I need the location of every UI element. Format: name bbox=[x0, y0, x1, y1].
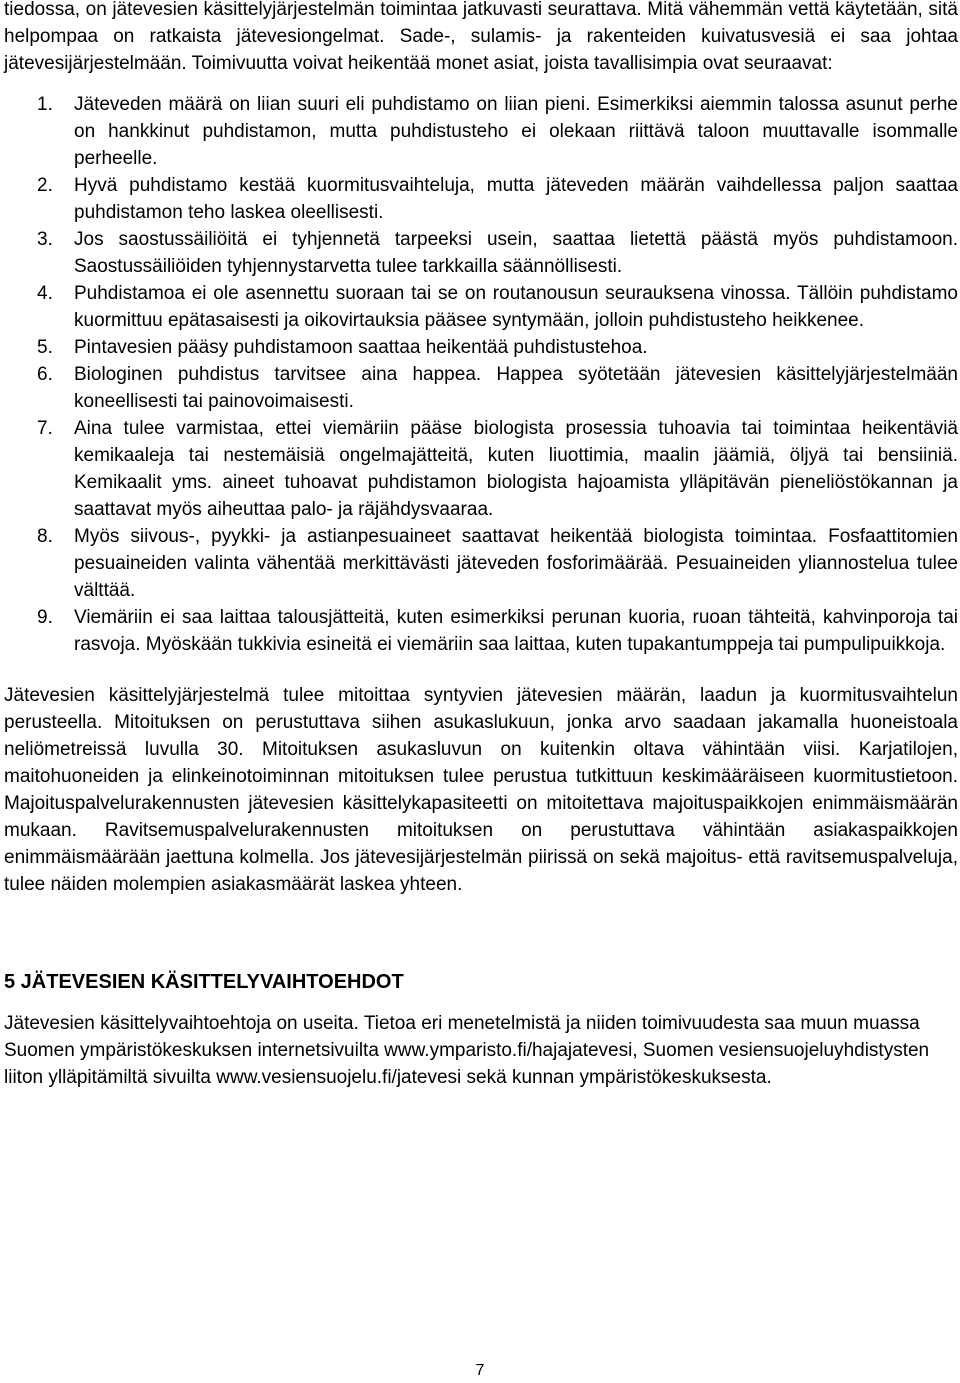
list-item bbox=[4, 172, 958, 226]
list-item-text: Hyvä puhdistamo kestää kuormitusvaihteluja, mutta jäteveden määrän vaihdellessa paljon saattaa puhdistamon teho laskea oleellisesti. bbox=[74, 175, 958, 223]
list-item-text: Myös siivous-, pyykki- ja astianpesuaineet saattavat heikentää biologista toimintaa. Fosfaattitomien pesuaineiden valinta vähentää merkittävästi jäteveden fosforimäärää. Pesuaineiden yliannostelua tulee välttää. bbox=[74, 526, 958, 601]
list-item-number: 2. bbox=[37, 175, 53, 196]
numbered-list bbox=[4, 91, 958, 658]
sizing-paragraph: Jätevesien käsittelyjärjestelmä tulee mitoittaa syntyvien jätevesien määrän, laadun ja kuormitusvaihtelun perusteella. Mitoituksen on perustuttava siihen asukaslukuun, jonka arvo saadaan jakamalla huoneistoala neliömetreissä luvulla 30. Mitoituksen asukasluvun on kuitenkin oltava vähintään viisi. Karjatilojen, maitohuoneiden ja elinkeinotoiminnan mitoituksen tulee perustua tutkittuun keskimääräiseen kuormitustietoon. Majoituspalvelurakennusten jätevesien käsittelykapasiteetti on mitoitettava majoituspaikkojen enimmäismäärän mukaan. Ravitsemuspalvelurakennusten mitoituksen on perustuttava vähintään asiakaspaikkojen enimmäismäärään jaettuna kolmella. Jos jätevesijärjestelmän piirissä on sekä majoitus- että ravitsemuspalveluja, tulee näiden molempien asiakasmäärät laskea yhteen. bbox=[4, 685, 958, 895]
list-item-text: Aina tulee varmistaa, ettei viemäriin pääse biologista prosessia tuhoavia tai toimintaa heikentäviä kemikaaleja tai nestemäisiä ongelmajätteitä, kuten liuottimia, maalin jäämiä, öljyä tai bensiiniä. Kemikaalit yms. aineet tuhoavat puhdistamon biologista hajoamista ylläpitävän pieneliöstökannan ja saattavat myös aiheuttaa palo- ja räjähdysvaaraa. bbox=[74, 418, 958, 520]
list-item-number: 3. bbox=[37, 229, 53, 250]
list-item bbox=[4, 415, 958, 523]
page-number: 7 bbox=[475, 1362, 485, 1379]
list-item-number: 7. bbox=[37, 418, 53, 439]
list-item-text: Jos saostussäiliöitä ei tyhjennetä tarpeeksi usein, saattaa lietettä päästä myös puhdistamoon. Saostussäiliöiden tyhjennystarvetta tulee tarkkailla säännöllisesti. bbox=[74, 229, 958, 277]
alternatives-paragraph: Jätevesien käsittelyvaihtoehtoja on useita. Tietoa eri menetelmistä ja niiden toimivuudesta saa muun muassa Suomen ympäristökeskuksen internetsivuilta www.ymparisto.fi/hajajatevesi, Suomen vesiensuojeluyhdistysten liiton ylläpitämiltä sivuilta www.vesiensuojelu.fi/jatevesi sekä kunnan ympäristökeskuksesta. bbox=[4, 1013, 930, 1088]
list-item bbox=[4, 226, 958, 280]
list-item bbox=[4, 91, 958, 172]
list-item-text: Puhdistamoa ei ole asennettu suoraan tai se on routanousun seurauksena vinossa. Tällöin puhdistamo kuormittuu epätasaisesti ja oikovirtauksia pääsee syntymään, jolloin puhdistusteho heikkenee. bbox=[74, 283, 958, 331]
list-item-text: Viemäriin ei saa laittaa talousjätteitä, kuten esimerkiksi perunan kuoria, ruoan tähteitä, kahvinporoja tai rasvoja. Myöskään tukkivia esineitä ei viemäriin saa laittaa, kuten tupakantumppeja tai pumpulipuikkoja. bbox=[74, 607, 958, 655]
list-item bbox=[4, 361, 958, 415]
list-item bbox=[4, 280, 958, 334]
list-item-text: Pintavesien pääsy puhdistamoon saattaa heikentää puhdistustehoa. bbox=[74, 337, 648, 358]
intro-paragraph: tiedossa, on jätevesien käsittelyjärjestelmän toimintaa jatkuvasti seurattava. Mitä vähemmän vettä käytetään, sitä helpompaa on ratkaista jätevesiongelmat. Sade-, sulamis- ja rakenteiden kuivatusvesiä ei saa johtaa jätevesijärjestelmään. Toimivuutta voivat heikentää monet asiat, joista tavallisimpia ovat seuraavat: bbox=[4, 0, 958, 74]
list-item-number: 5. bbox=[37, 337, 53, 358]
list-item-number: 9. bbox=[37, 607, 53, 628]
list-item-number: 4. bbox=[37, 283, 53, 304]
list-item-number: 8. bbox=[37, 526, 53, 547]
list-item-number: 6. bbox=[37, 364, 53, 385]
document-page bbox=[4, 0, 958, 1091]
list-item bbox=[4, 523, 958, 604]
section-heading: 5 JÄTEVESIEN KÄSITTELYVAIHTOEHDOT bbox=[4, 971, 404, 993]
list-item bbox=[4, 604, 958, 658]
list-item bbox=[4, 334, 958, 361]
list-item-number: 1. bbox=[37, 94, 53, 115]
list-item-text: Biologinen puhdistus tarvitsee aina happea. Happea syötetään jätevesien käsittelyjärjestelmään koneellisesti tai painovoimaisesti. bbox=[74, 364, 958, 412]
list-item-text: Jäteveden määrä on liian suuri eli puhdistamo on liian pieni. Esimerkiksi aiemmin talossa asunut perhe on hankkinut puhdistamon, mutta puhdistusteho ei olekaan riittävä taloon muuttavalle isommalle perheelle. bbox=[74, 94, 958, 169]
